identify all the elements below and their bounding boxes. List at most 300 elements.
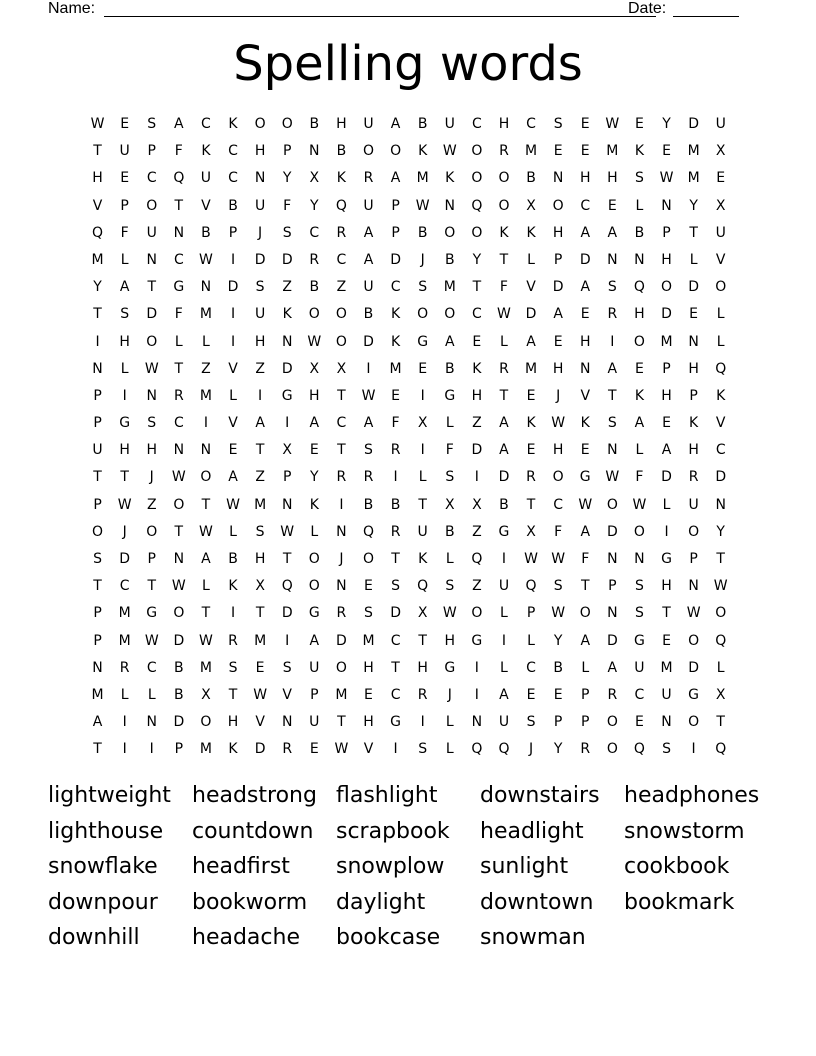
grid-letter: O — [471, 143, 483, 160]
grid-letter: R — [119, 659, 130, 676]
grid-letter: O — [661, 279, 673, 296]
grid-letter: L — [229, 523, 237, 540]
grid-letter: P — [228, 224, 238, 241]
grid-letter: U — [363, 116, 374, 132]
word-bank-item: sunlight — [480, 854, 569, 880]
grid-letter: X — [309, 170, 320, 187]
word-bank-item: downpour — [48, 889, 158, 915]
word-bank-item: headlight — [480, 818, 584, 844]
grid-letter: D — [363, 333, 374, 350]
grid-letter: O — [200, 714, 212, 731]
grid-letter: X — [472, 496, 482, 513]
grid-letter: N — [92, 659, 103, 676]
grid-letter: B — [526, 170, 536, 187]
grid-letter: E — [580, 442, 590, 459]
grid-letter: O — [308, 306, 320, 323]
grid-letter: S — [445, 469, 455, 486]
grid-letter: A — [255, 415, 265, 432]
grid-letter: S — [634, 578, 644, 595]
grid-letter: S — [120, 306, 130, 323]
grid-letter: N — [552, 170, 564, 187]
grid-letter: N — [688, 333, 699, 350]
grid-row — [84, 492, 734, 519]
grid-letter: Q — [417, 578, 429, 595]
grid-letter: P — [282, 143, 292, 160]
grid-letter: Y — [553, 741, 563, 758]
grid-letter: F — [120, 224, 129, 241]
grid-letter: T — [716, 551, 725, 567]
grid-letter: H — [661, 251, 672, 268]
grid-letter: N — [607, 442, 618, 459]
grid-letter: U — [363, 197, 374, 214]
grid-letter: H — [688, 442, 699, 459]
grid-letter: Y — [472, 251, 482, 268]
word-bank-item: daylight — [336, 889, 426, 915]
grid-letter: C — [228, 143, 238, 160]
grid-letter: W — [253, 686, 268, 703]
grid-letter: U — [309, 659, 320, 676]
name-blank-line — [104, 16, 656, 17]
grid-letter: W — [442, 143, 457, 160]
grid-letter: W — [659, 170, 674, 187]
grid-letter: H — [471, 387, 483, 404]
grid-letter: P — [282, 469, 292, 486]
grid-letter: T — [580, 578, 590, 595]
grid-letter: S — [282, 224, 292, 241]
grid-letter: W — [361, 387, 376, 404]
grid-letter: S — [634, 170, 644, 187]
grid-letter: P — [581, 686, 590, 703]
grid-letter: X — [526, 197, 536, 214]
grid-letter: W — [551, 605, 566, 622]
grid-letter: H — [688, 360, 699, 377]
grid-letter: S — [147, 415, 157, 432]
grid-letter: L — [445, 714, 454, 731]
grid-letter: M — [362, 632, 375, 649]
grid-letter: O — [498, 170, 510, 187]
word-bank-item: downhill — [48, 925, 140, 951]
grid-letter: D — [173, 714, 185, 731]
grid-letter: M — [389, 360, 402, 377]
grid-letter: W — [171, 469, 186, 486]
grid-letter: L — [716, 333, 725, 350]
grid-row — [84, 329, 734, 356]
grid-letter: C — [173, 251, 184, 268]
grid-letter: E — [553, 686, 563, 703]
grid-letter: T — [391, 659, 400, 676]
grid-letter: U — [634, 659, 645, 676]
grid-letter: C — [173, 415, 184, 432]
word-bank-item: downstairs — [480, 783, 600, 808]
grid-letter: U — [688, 496, 699, 513]
grid-letter: O — [688, 632, 700, 649]
grid-letter: P — [310, 686, 319, 703]
grid-letter: X — [309, 360, 320, 377]
grid-letter: W — [280, 523, 295, 540]
grid-row — [84, 546, 734, 573]
grid-letter: J — [258, 224, 263, 241]
grid-letter: U — [715, 116, 726, 132]
grid-letter: O — [281, 116, 293, 132]
grid-letter: N — [173, 551, 185, 567]
grid-letter: W — [442, 605, 457, 622]
grid-letter: P — [93, 415, 102, 432]
grid-letter: C — [336, 251, 347, 268]
word-bank-item: downtown — [480, 889, 594, 915]
grid-letter: K — [634, 143, 645, 160]
grid-letter: C — [715, 442, 726, 459]
grid-letter: N — [254, 170, 266, 187]
grid-letter: B — [228, 197, 238, 214]
grid-letter: O — [146, 197, 158, 214]
grid-letter: D — [661, 469, 672, 486]
grid-letter: B — [444, 360, 455, 377]
grid-letter: G — [308, 605, 320, 622]
grid-letter: O — [146, 333, 158, 350]
grid-letter: U — [498, 578, 510, 595]
grid-row — [84, 573, 734, 600]
grid-letter: Z — [472, 415, 482, 432]
grid-letter: O — [254, 116, 266, 132]
grid-letter: O — [173, 496, 185, 513]
grid-letter: T — [716, 714, 725, 731]
grid-letter: J — [556, 387, 561, 404]
grid-letter: X — [526, 523, 536, 540]
grid-letter: N — [661, 714, 672, 731]
grid-letter: L — [689, 251, 698, 268]
grid-letter: K — [309, 496, 319, 513]
grid-letter: I — [501, 632, 507, 649]
grid-letter: T — [120, 469, 129, 486]
grid-letter: P — [581, 714, 590, 731]
grid-letter: H — [227, 714, 239, 731]
grid-letter: G — [498, 523, 510, 540]
grid-letter: Q — [335, 197, 347, 214]
grid-letter: R — [363, 170, 374, 187]
grid-letter: N — [173, 442, 185, 459]
grid-letter: B — [363, 306, 374, 323]
grid-letter: O — [471, 170, 483, 187]
grid-letter: D — [390, 251, 401, 268]
grid-letter: F — [283, 197, 292, 214]
grid-letter: E — [526, 442, 536, 459]
grid-letter: A — [499, 442, 509, 459]
grid-letter: P — [147, 551, 156, 567]
grid-letter: Y — [310, 469, 319, 486]
grid-letter: I — [230, 333, 236, 350]
grid-letter: Y — [310, 197, 319, 214]
grid-letter: B — [174, 659, 184, 676]
grid-letter: W — [144, 360, 159, 377]
grid-row — [84, 247, 734, 274]
grid-letter: D — [390, 605, 401, 622]
date-label: Date: — [628, 0, 667, 17]
grid-letter: D — [281, 360, 293, 377]
grid-letter: O — [579, 605, 591, 622]
grid-letter: P — [553, 714, 563, 731]
grid-letter: D — [606, 523, 618, 540]
grid-letter: T — [93, 143, 102, 160]
grid-letter: T — [174, 360, 184, 377]
grid-letter: C — [526, 116, 536, 132]
grid-letter: V — [228, 415, 238, 432]
grid-letter: I — [691, 741, 696, 758]
word-bank-item: headache — [192, 925, 300, 951]
grid-letter: H — [309, 387, 320, 404]
grid-letter: M — [254, 496, 267, 513]
grid-letter: H — [363, 714, 374, 731]
grid-letter: A — [553, 306, 563, 323]
grid-letter: I — [230, 306, 236, 323]
grid-letter: U — [92, 442, 103, 459]
grid-letter: B — [634, 224, 645, 241]
name-label: Name: — [48, 0, 96, 17]
grid-letter: Q — [715, 741, 727, 758]
grid-letter: L — [120, 686, 129, 703]
grid-row — [84, 628, 734, 655]
grid-letter: O — [362, 551, 374, 567]
grid-letter: M — [91, 686, 104, 703]
grid-letter: O — [715, 605, 727, 622]
grid-letter: K — [580, 415, 590, 432]
grid-letter: T — [147, 578, 157, 595]
grid-letter: X — [282, 442, 292, 459]
grid-letter: A — [580, 632, 591, 649]
grid-letter: Q — [362, 523, 374, 540]
grid-letter: N — [146, 251, 157, 268]
grid-letter: W — [90, 116, 105, 132]
grid-letter: M — [91, 251, 104, 268]
grid-letter: H — [254, 551, 266, 567]
grid-letter: K — [228, 741, 238, 758]
grid-letter: N — [146, 387, 157, 404]
grid-letter: I — [420, 442, 425, 459]
grid-letter: R — [390, 442, 401, 459]
word-bank-item: snowstorm — [624, 818, 745, 844]
grid-letter: I — [474, 469, 479, 486]
grid-letter: H — [579, 170, 591, 187]
grid-letter: P — [662, 360, 671, 377]
grid-letter: I — [230, 605, 236, 622]
grid-letter: Q — [281, 578, 293, 595]
grid-letter: N — [661, 197, 672, 214]
grid-letter: V — [228, 360, 238, 377]
grid-letter: L — [120, 251, 129, 268]
grid-letter: N — [688, 578, 699, 595]
grid-letter: H — [498, 116, 510, 132]
grid-letter: L — [310, 523, 319, 540]
grid-letter: R — [688, 469, 699, 486]
grid-letter: F — [635, 469, 644, 486]
grid-letter: C — [390, 686, 401, 703]
grid-letter: E — [526, 686, 536, 703]
grid-letter: I — [420, 714, 425, 731]
grid-letter: K — [689, 415, 699, 432]
grid-letter: C — [471, 306, 482, 323]
grid-letter: K — [526, 415, 536, 432]
grid-row — [84, 464, 734, 491]
grid-letter: B — [417, 224, 428, 241]
grid-letter: Y — [93, 279, 102, 296]
grid-letter: T — [418, 632, 427, 649]
grid-letter: D — [119, 551, 131, 567]
grid-letter: C — [390, 279, 401, 296]
grid-letter: L — [635, 197, 644, 214]
grid-letter: Y — [716, 523, 725, 540]
grid-letter: G — [173, 279, 185, 296]
grid-row — [84, 138, 734, 165]
word-bank-item: bookcase — [336, 925, 441, 951]
grid-letter: P — [120, 197, 129, 214]
grid-letter: L — [662, 496, 671, 513]
grid-letter: K — [282, 306, 292, 323]
grid-letter: S — [553, 578, 563, 595]
grid-letter: R — [499, 143, 509, 160]
grid-row — [84, 437, 734, 464]
grid-letter: X — [336, 360, 347, 377]
grid-letter: K — [526, 224, 536, 241]
grid-row — [84, 709, 734, 736]
grid-letter: W — [632, 496, 647, 513]
grid-letter: N — [200, 442, 212, 459]
grid-letter: H — [579, 333, 591, 350]
grid-letter: D — [336, 632, 347, 649]
grid-letter: C — [634, 686, 645, 703]
grid-letter: A — [363, 415, 374, 432]
grid-letter: L — [120, 360, 129, 377]
grid-letter: S — [607, 415, 617, 432]
grid-letter: Q — [498, 741, 510, 758]
grid-letter: T — [499, 387, 509, 404]
grid-letter: D — [254, 251, 266, 268]
grid-letter: N — [336, 523, 347, 540]
grid-letter: A — [661, 442, 672, 459]
grid-letter: E — [472, 333, 482, 350]
grid-letter: E — [580, 143, 590, 160]
grid-letter: O — [715, 279, 727, 296]
grid-letter: X — [255, 578, 265, 595]
grid-letter: Y — [553, 632, 563, 649]
grid-letter: T — [201, 496, 211, 513]
word-bank-item: headfirst — [192, 854, 290, 880]
grid-letter: W — [605, 469, 620, 486]
grid-row — [84, 274, 734, 301]
grid-letter: M — [118, 605, 131, 622]
grid-letter: W — [199, 251, 213, 268]
grid-letter: B — [444, 523, 455, 540]
grid-letter: Y — [662, 116, 671, 132]
grid-letter: L — [527, 632, 535, 649]
word-bank-item: flashlight — [336, 783, 438, 808]
grid-letter: A — [444, 333, 455, 350]
grid-letter: Z — [282, 279, 292, 296]
grid-letter: J — [420, 251, 425, 268]
grid-letter: D — [688, 279, 699, 296]
grid-letter: P — [93, 605, 102, 622]
grid-letter: M — [199, 659, 212, 676]
grid-letter: H — [119, 442, 130, 459]
grid-letter: L — [147, 686, 156, 703]
grid-letter: V — [715, 251, 726, 268]
grid-letter: T — [391, 551, 400, 567]
grid-letter: O — [390, 143, 402, 160]
grid-letter: T — [228, 686, 238, 703]
grid-letter: D — [579, 251, 591, 268]
grid-letter: E — [120, 116, 130, 132]
grid-letter: D — [227, 279, 239, 296]
grid-letter: I — [230, 251, 236, 268]
grid-letter: S — [364, 605, 373, 622]
grid-letter: M — [199, 387, 212, 404]
grid-letter: R — [336, 224, 347, 241]
grid-letter: D — [281, 251, 293, 268]
grid-letter: A — [607, 659, 618, 676]
grid-letter: S — [634, 605, 644, 622]
grid-letter: H — [146, 442, 157, 459]
grid-letter: I — [95, 333, 100, 350]
word-bank — [48, 778, 768, 956]
grid-letter: O — [335, 306, 347, 323]
grid-letter: C — [146, 659, 157, 676]
grid-letter: X — [201, 686, 211, 703]
grid-letter: W — [171, 578, 186, 595]
grid-letter: E — [662, 415, 671, 432]
grid-letter: B — [309, 279, 320, 296]
grid-letter: H — [634, 306, 645, 323]
grid-letter: O — [498, 197, 510, 214]
grid-letter: Z — [146, 496, 157, 513]
grid-letter: O — [308, 578, 320, 595]
grid-letter: Q — [633, 741, 645, 758]
grid-letter: G — [146, 605, 158, 622]
page-title: Spelling words — [233, 36, 583, 92]
grid-letter: K — [499, 224, 509, 241]
grid-letter: D — [254, 741, 266, 758]
grid-letter: B — [309, 116, 320, 132]
grid-row — [84, 682, 734, 709]
grid-letter: E — [526, 387, 536, 404]
grid-letter: O — [552, 197, 564, 214]
grid-letter: D — [471, 442, 483, 459]
grid-letter: H — [661, 578, 672, 595]
grid-letter: O — [606, 741, 618, 758]
grid-letter: O — [335, 659, 347, 676]
grid-letter: T — [93, 741, 102, 758]
grid-letter: J — [122, 523, 127, 540]
grid-letter: H — [254, 143, 266, 160]
grid-letter: G — [471, 632, 483, 649]
grid-letter: X — [715, 143, 726, 160]
grid-letter: O — [688, 523, 700, 540]
grid-letter: A — [607, 224, 618, 241]
grid-letter: L — [500, 659, 508, 676]
grid-letter: S — [255, 523, 265, 540]
grid-letter: U — [309, 714, 320, 731]
grid-letter: R — [526, 469, 536, 486]
grid-letter: S — [282, 659, 292, 676]
grid-letter: I — [501, 551, 507, 567]
grid-letter: J — [339, 551, 344, 567]
grid-letter: G — [579, 469, 591, 486]
grid-letter: L — [202, 578, 210, 595]
grid-row — [84, 220, 734, 247]
grid-letter: R — [417, 686, 428, 703]
grid-row — [84, 655, 734, 682]
grid-letter: R — [336, 469, 347, 486]
grid-letter: O — [173, 605, 185, 622]
grid-letter: N — [336, 578, 347, 595]
grid-letter: E — [391, 387, 400, 404]
